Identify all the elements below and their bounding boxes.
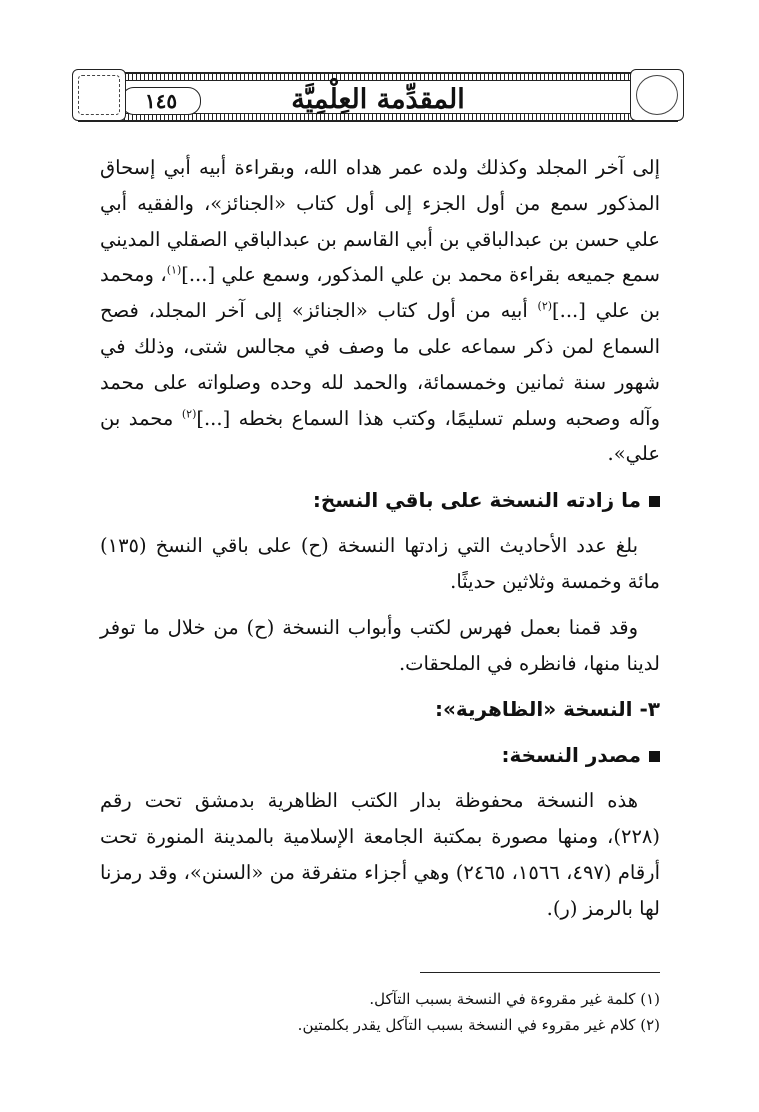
subsection-heading: مصدر النسخة: [100, 737, 660, 773]
page-number: ١٤٥ [121, 87, 201, 115]
section-heading-numbered: ٣- النسخة «الظاهرية»: [434, 697, 660, 722]
square-bullet-icon [649, 751, 660, 762]
header-frame [86, 80, 670, 114]
footnote-ref: (١) [166, 263, 182, 277]
ornament-left-icon [72, 69, 126, 121]
main-text [100, 150, 660, 927]
footnote-ref: (٢) [537, 299, 553, 313]
footnotes [100, 986, 660, 1038]
ornament-right-icon [630, 69, 684, 121]
paragraph-index: وقد قمنا بعمل فهرس لكتب وأبواب النسخة (ح) من خلال ما توفر لدينا منها، فانظره في الملحقات. [100, 615, 660, 675]
footnote: (٢) كلام غير مقروء في النسخة بسبب التآكل يقدر بكلمتين. [297, 1016, 660, 1034]
paragraph-count: بلغ عدد الأحاديث التي زادتها النسخة (ح) على باقي النسخ (١٣٥) مائة وخمسة وثلاثين حديثًا. [100, 534, 660, 593]
paragraph-source: هذه النسخة محفوظة بدار الكتب الظاهرية بدمشق تحت رقم (٢٢٨)، ومنها مصورة بمكتبة الجامعة الإسلامية بالمدينة المنورة تحت أرقام (٤٩٧، ١٥٦٦، ٢٤٦٥) وهي أجزاء متفرقة من «السنن»، وقد رمزنا لها بالرمز (ر). [100, 789, 661, 920]
section-heading: ما زادته النسخة على باقي النسخ: [100, 482, 660, 518]
footnote: (١) كلمة غير مقروءة في النسخة بسبب التآكل. [369, 990, 660, 1008]
footnote-divider [420, 972, 660, 973]
paragraph-sama: إلى آخر المجلد وكذلك ولده عمر هداه الله، وبقراءة أبيه أبي إسحاق المذكور سمع من أول الجزء إلى أول كتاب «الجنائز»، والفقيه أبي علي حسن بن عبدالباقي بن أبي القاسم بن عبدالباقي الصقلي المديني سمع جميعه بقراءة محمد بن علي المذكور، وسمع علي [...]$^{(١)}$، ومحمد بن علي [...]$^{(٢)}$ أبيه من أول كتاب «الجنائز» إلى آخر المجلد، فصح السماع لمن ذكر سماعه على ما وصف في مجالس شتى، وذلك في شهور سنة ثمانين وخمسمائة، والحمد لله وحده وصلواته على محمد وآله وصحبه وسلم تسليمًا، وكتب هذا السماع بخطه [...]$^{(٢)}$ محمد بن علي». [100, 156, 661, 466]
square-bullet-icon [649, 496, 660, 507]
running-title: المقدِّمة العِلْمِيَّة [291, 84, 465, 115]
footnote-ref: (٢) [181, 407, 197, 421]
page-header [78, 72, 678, 122]
